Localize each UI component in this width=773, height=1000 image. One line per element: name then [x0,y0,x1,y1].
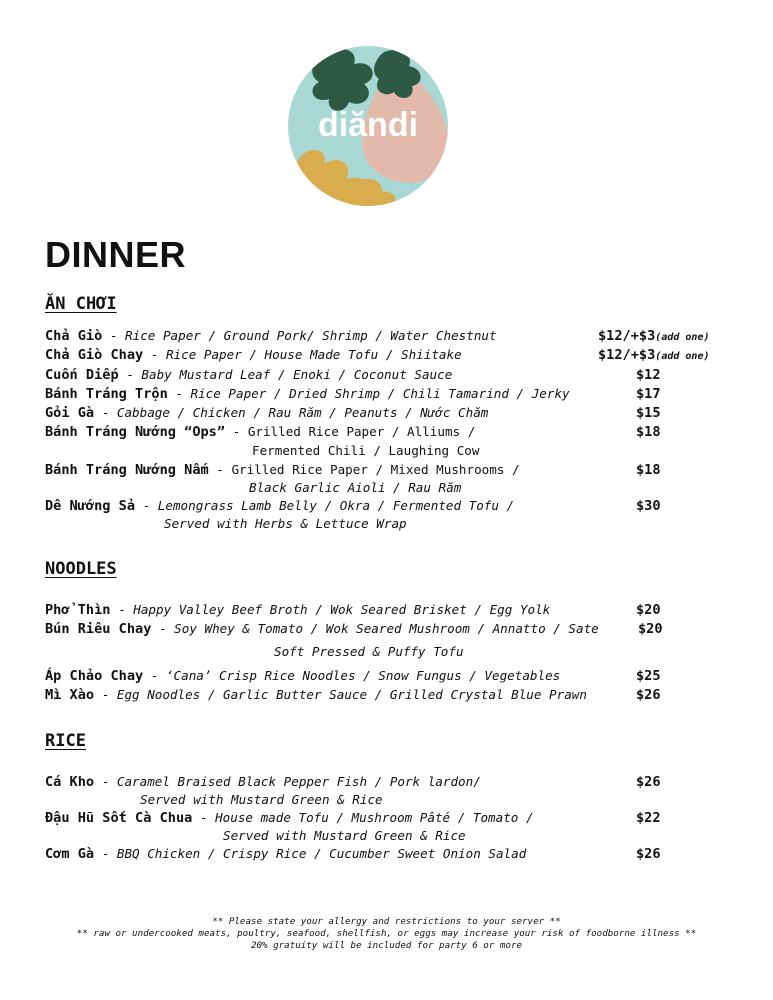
menu-item: Cuốn Diếp - Baby Mustard Leaf / Enoki / Coconut Sauce [45,367,453,383]
menu-item: Cơm Gà - BBQ Chicken / Crispy Rice / Cucumber Sweet Onion Salad [45,846,527,862]
item-price: $12/+$3(add one) [598,347,710,363]
menu-item: Phở Thìn - Happy Valley Beef Broth / Wok Seared Brisket / Egg Yolk [45,602,551,618]
item-price: $18 [636,462,661,478]
item-description: Grilled Rice Paper / Mixed Mushrooms / [231,462,520,477]
item-description-continued: Served with Herbs & Lettuce Wrap [164,516,407,531]
item-name: Mì Xào [45,687,95,703]
section-heading-an-choi: ĂN CHƠI [45,294,117,314]
item-name: Bún Riêu Chay [45,621,152,637]
item-description: Rice Paper / Dried Shrimp / Chili Tamarind / Jerky [190,386,570,401]
item-name: Cuốn Diếp [45,367,119,383]
menu-footer-notes [0,916,773,952]
item-price: $12/+$3(add one) [598,328,710,344]
item-price: $30 [636,498,661,514]
menu-item: Cá Kho - Caramel Braised Black Pepper Fish / Pork lardon/ [45,774,481,790]
item-description: BBQ Chicken / Crispy Rice / Cucumber Sweet Onion Salad [116,846,527,861]
item-price: $26 [636,687,661,703]
item-description: Rice Paper / Ground Pork/ Shrimp / Water Chestnut [125,328,497,343]
item-description: House made Tofu / Mushroom Pâté / Tomato / [215,810,534,825]
item-price: $15 [636,405,661,421]
item-price: $25 [636,668,661,684]
section-heading-rice: RICE [45,731,86,751]
item-description-continued: Served with Mustard Green & Rice [140,792,383,807]
menu-item: Áp Chảo Chay - ‘Cana’ Crisp Rice Noodles / Snow Fungus / Vegetables [45,668,561,684]
item-description-continued: Served with Mustard Green & Rice [223,828,466,843]
item-name: Áp Chảo Chay [45,668,144,684]
item-description: Happy Valley Beef Broth / Wok Seared Brisket / Egg Yolk [133,602,551,617]
item-name: Cơm Gà [45,846,95,862]
item-description: Soy Whey & Tomato / Wok Seared Mushroom / Annatto / Sate [174,621,599,636]
item-name: Phở Thìn [45,602,111,618]
menu-item: Bánh Tráng Trộn - Rice Paper / Dried Shrimp / Chili Tamarind / Jerky [45,386,570,402]
item-price: $18 [636,424,661,440]
item-name: Bánh Tráng Trộn [45,386,168,402]
menu-item: Bánh Tráng Nướng “Ops” - Grilled Rice Paper / Alliums / [45,424,476,440]
item-name: Dê Nướng Sả [45,498,136,514]
item-name: Chả Giò Chay [45,347,144,363]
item-price: $26 [636,846,661,862]
menu-item: Mì Xào - Egg Noodles / Garlic Butter Sauce / Grilled Crystal Blue Prawn [45,687,587,703]
item-description: Rice Paper / House Made Tofu / Shiitake [165,347,462,362]
menu-item: Đậu Hũ Sốt Cà Chua - House made Tofu / Mushroom Pâté / Tomato / [45,810,534,826]
section-heading-noodles: NOODLES [45,559,117,579]
gratuity-note: 20% gratuity will be included for party 6 or more [250,940,523,951]
item-description: Cabbage / Chicken / Rau Răm / Peanuts / Nước Chăm [116,405,489,420]
menu-item: Chả Giò - Rice Paper / Ground Pork/ Shrimp / Water Chestnut [45,328,497,344]
item-name: Đậu Hũ Sốt Cà Chua [45,810,193,826]
item-description: ‘Cana’ Crisp Rice Noodles / Snow Fungus / Vegetables [165,668,561,683]
item-name: Cá Kho [45,774,95,790]
item-name: Chả Giò [45,328,103,344]
item-price: $22 [636,810,661,826]
item-description: Caramel Braised Black Pepper Fish / Pork lardon/ [116,774,481,789]
menu-item: Bún Riêu Chay - Soy Whey & Tomato / Wok Seared Mushroom / Annatto / Sate [45,621,599,637]
item-price: $17 [636,386,661,402]
item-name: Bánh Tráng Nướng Nấm [45,462,209,478]
item-description: Baby Mustard Leaf / Enoki / Coconut Sauce [141,367,453,382]
item-name: Gỏi Gà [45,405,95,421]
menu-title: DINNER [45,234,187,275]
menu-item: Bánh Tráng Nướng Nấm - Grilled Rice Paper / Mixed Mushrooms / [45,462,520,478]
item-description-continued: Fermented Chili / Laughing Cow [252,443,480,458]
restaurant-logo [284,44,452,208]
item-description: Lemongrass Lamb Belly / Okra / Fermented Tofu / [157,498,515,513]
item-description-continued: Soft Pressed & Puffy Tofu [274,644,464,659]
consumer-advisory: ** raw or undercooked meats, poultry, seafood, shellfish, or eggs may increase your risk of foodborne illness ** [76,928,697,939]
item-price: $20 [636,602,661,618]
item-price: $26 [636,774,661,790]
item-description: Grilled Rice Paper / Alliums / [247,424,476,439]
item-description-continued: Black Garlic Aioli / Rau Răm [249,480,462,495]
menu-item: Gỏi Gà - Cabbage / Chicken / Rau Răm / Peanuts / Nước Chăm [45,405,489,421]
item-price: $12 [636,367,661,383]
logo-wordmark: diăndi [317,106,419,144]
item-description: Egg Noodles / Garlic Butter Sauce / Grilled Crystal Blue Prawn [116,687,587,702]
item-name: Bánh Tráng Nướng “Ops” [45,424,226,440]
allergy-note: ** Please state your allergy and restrictions to your server ** [212,916,561,927]
menu-item: Dê Nướng Sả - Lemongrass Lamb Belly / Okra / Fermented Tofu / [45,498,515,514]
item-price: $20 [638,621,663,637]
menu-item: Chả Giò Chay - Rice Paper / House Made Tofu / Shiitake [45,347,462,363]
